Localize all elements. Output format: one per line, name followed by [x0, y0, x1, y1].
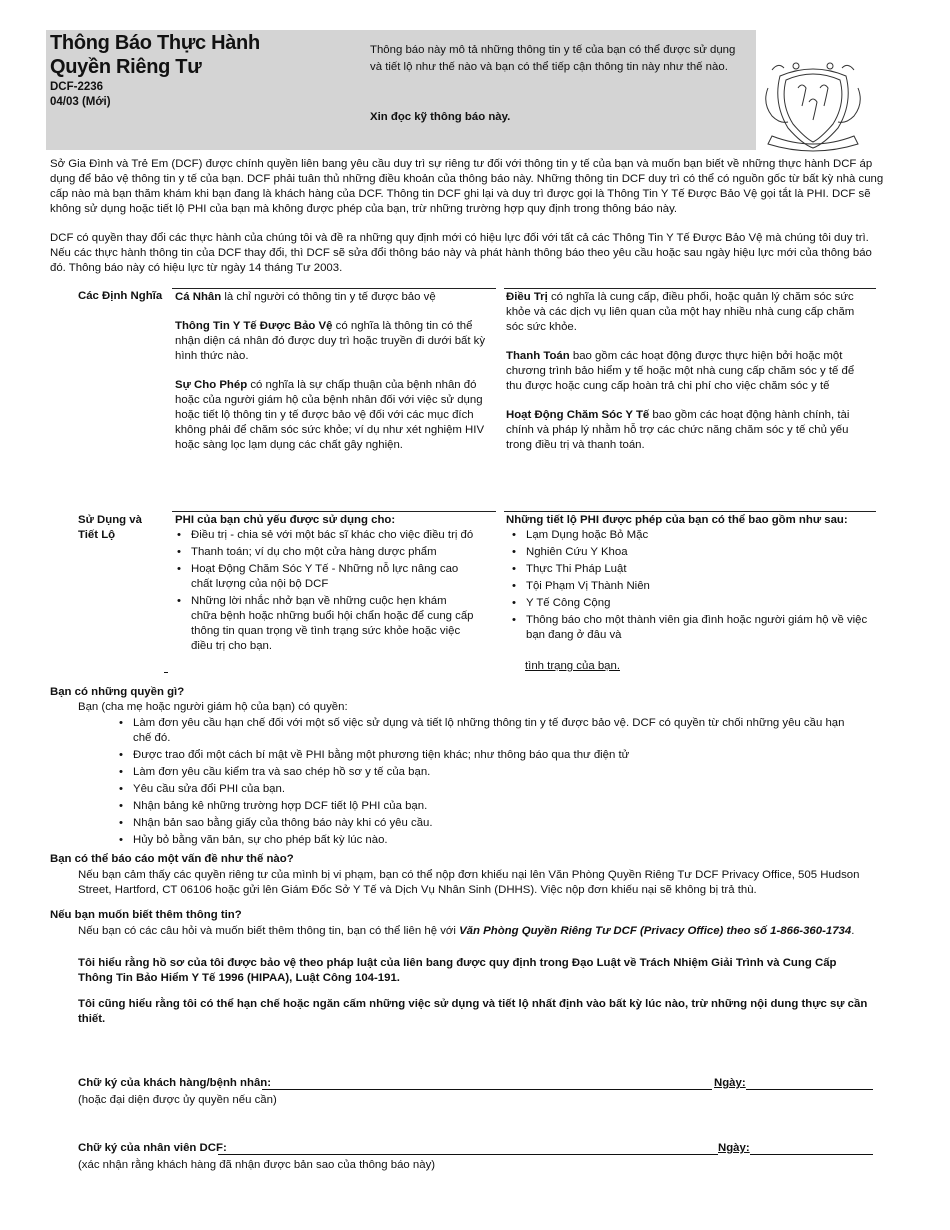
- rights-list: [133, 716, 853, 850]
- staff-signature-field[interactable]: [218, 1154, 718, 1155]
- more-info-text: Nếu bạn có các câu hỏi và muốn biết thêm thông tin, bạn có thể liên hệ với Văn Phòng Quyền Riêng Tư DCF (Privacy Office) theo số 1-866-360-1734.: [78, 925, 855, 937]
- staff-date-label: Ngày:: [718, 1142, 750, 1154]
- use-left-heading: PHI của bạn chủ yếu được sử dụng cho:: [175, 514, 396, 526]
- staff-signature-note: (xác nhận rằng khách hàng đã nhận được bản sao của thông báo này): [78, 1159, 436, 1171]
- client-signature-label: Chữ ký của khách hàng/bệnh nhân:: [78, 1077, 272, 1089]
- use-disclosure-label: Sử Dụng và Tiết Lộ: [78, 514, 142, 541]
- definitions-left-column: Cá Nhân là chỉ người có thông tin y tế được bảo vệ Thông Tin Y Tế Được Bảo Vệ có nghĩa là thông tin có thể nhận diện cá nhân đó được duy trì hoặc truyền đi dưới bất kỳ hình thức nào. Sự Cho Phép có nghĩa là sự chấp thuận của bệnh nhân đó hoặc của người giám hộ của bệnh nhân đối với việc sử dụng hoặc tiết lộ thông tin y tế được bảo vệ đối với các mục đích không phải để chăm sóc sức khỏe; ví dụ như xét nghiệm HIV hoặc sàng lọc lạm dụng các chất gây nghiện.: [175, 291, 486, 451]
- definitions-rule-left: [172, 288, 496, 289]
- list-item: • Làm đơn yêu cầu hạn chế đối với một số việc sử dụng và tiết lộ những thông tin y tế được bảo vệ. DCF có quyền từ chối những yêu cầu hạn chế đó.: [133, 716, 853, 746]
- more-info-heading: Nếu bạn muốn biết thêm thông tin?: [50, 909, 242, 921]
- intro-paragraph-2: DCF có quyền thay đổi các thực hành của chúng tôi và đề ra những quy định mới có hiệu lực đối với tất cả các Thông Tin Y Tế Được Bảo Vệ mà chúng tôi duy trì. Nếu các thực hành thông tin của DCF thay đổi, thì DCF sẽ sửa đổi thông báo này và phát hành thông báo theo yêu cầu hoặc sau ngày hiệu lực mới của thông báo đó. Thông báo này có hiệu lực từ ngày 14 tháng Tư 2003.: [50, 232, 872, 274]
- rights-heading: Bạn có những quyền gì?: [50, 686, 185, 698]
- acknowledgement-2: Tôi cũng hiểu rằng tôi có thể hạn chế hoặc ngăn cấm những việc sử dụng và tiết lộ nhất định vào bất kỳ lúc nào, trừ những nội dung thực sự cần thiết.: [78, 998, 868, 1025]
- list-item: • Yêu cầu sửa đổi PHI của bạn.: [133, 782, 853, 797]
- list-item: • Tội Phạm Vị Thành Niên: [526, 579, 872, 594]
- report-text: Nếu bạn cảm thấy các quyền riêng tư của mình bị vi phạm, bạn có thể nộp đơn khiếu nại lên Văn Phòng Quyền Riêng Tư DCF Privacy Office, 505 Hudson Street, Hartford, CT 06106 hoặc gửi lên Giám Đốc Sở Y Tế và Dịch Vụ Nhân Sinh (DHHS). Việc nộp đơn khiếu nại sẽ không bị trả thù.: [78, 869, 860, 896]
- definitions-rule-right: [504, 288, 876, 289]
- list-item: • Những lời nhắc nhở bạn về những cuộc hẹn khám chữa bệnh hoặc những buổi hội chẩn hoặc để cung cấp thông tin quan trọng về tình trạng sức khỏe hoặc việc điều trị cho bạn.: [191, 594, 475, 654]
- use-rule-left: [172, 511, 496, 512]
- list-item: • Làm đơn yêu cầu kiểm tra và sao chép hồ sơ y tế của bạn.: [133, 765, 853, 780]
- list-item: • Nghiên Cứu Y Khoa: [526, 545, 872, 560]
- list-item: • Thực Thi Pháp Luật: [526, 562, 872, 577]
- client-signature-field[interactable]: [262, 1089, 712, 1090]
- list-item: • Nhận bản sao bằng giấy của thông báo này khi có yêu cầu.: [133, 816, 853, 831]
- form-code: DCF-2236: [50, 81, 104, 93]
- use-rule-right: [504, 511, 876, 512]
- use-right-column: [506, 513, 872, 645]
- definitions-label: Các Định Nghĩa: [78, 290, 163, 302]
- list-item: • Điều trị - chia sẻ với một bác sĩ khác cho việc điều trị đó: [191, 528, 475, 543]
- state-seal-icon: [758, 58, 868, 154]
- list-item: • Được trao đổi một cách bí mật về PHI bằng một phương tiện khác; như thông báo qua thư điện tử: [133, 748, 853, 763]
- stray-mark: [164, 672, 168, 673]
- report-heading: Bạn có thể báo cáo một vấn đề như thế nào?: [50, 853, 294, 865]
- read-notice: Xin đọc kỹ thông báo này.: [370, 111, 511, 123]
- client-date-label: Ngày:: [714, 1077, 746, 1089]
- list-item: • Y Tế Công Cộng: [526, 596, 872, 611]
- client-date-field[interactable]: [746, 1089, 873, 1090]
- staff-date-field[interactable]: [750, 1154, 873, 1155]
- use-right-heading: Những tiết lộ PHI được phép của bạn có thể bao gồm như sau:: [506, 514, 848, 526]
- use-left-column: [175, 513, 475, 656]
- list-item: • Lạm Dụng hoặc Bỏ Mặc: [526, 528, 872, 543]
- client-signature-note: (hoặc đại diện được ủy quyền nếu cần): [78, 1094, 277, 1106]
- page-title: Thông Báo Thực Hành Quyền Riêng Tư: [50, 32, 260, 78]
- list-item: • Nhận bảng kê những trường hợp DCF tiết lộ PHI của bạn.: [133, 799, 853, 814]
- list-item: • Hoạt Động Chăm Sóc Y Tế - Những nỗ lực nâng cao chất lượng của nội bộ DCF: [191, 562, 475, 592]
- staff-signature-label: Chữ ký của nhân viên DCF:: [78, 1142, 227, 1154]
- form-date: 04/03 (Mới): [50, 96, 111, 108]
- header-description: Thông báo này mô tả những thông tin y tế của bạn có thể được sử dụng và tiết lộ như thế nào và bạn có thể tiếp cận thông tin này như thế nào.: [370, 44, 736, 73]
- rights-intro: Bạn (cha mẹ hoặc người giám hộ của bạn) có quyền:: [78, 701, 348, 713]
- acknowledgement-1: Tôi hiểu rằng hồ sơ của tôi được bảo vệ theo pháp luật của liên bang được quy định trong Đạo Luật về Trách Nhiệm Giải Trình và Cung Cấp Thông Tin Bảo Hiểm Y Tế 1996 (HIPAA), Luật Công 104-191.: [78, 957, 837, 984]
- definitions-right-column: Điều Trị có nghĩa là cung cấp, điều phối, hoặc quản lý chăm sóc sức khỏe và các dịch vụ liên quan của một hay nhiều nhà cung cấp chăm sóc sức khỏe. Thanh Toán bao gồm các hoạt động được thực hiện bởi hoặc một chương trình bảo hiểm y tế hoặc một nhà cung cấp chăm sóc y tế để thu được hoặc cung cấp hoàn trả chi phí cho việc chăm sóc y tế Hoạt Động Chăm Sóc Y Tế bao gồm các hoạt động hành chính, tài chính và pháp lý nhằm hỗ trợ các chức năng chăm sóc y tế chủ yếu trong điều trị và thanh toán.: [506, 291, 855, 451]
- list-item: • Thông báo cho một thành viên gia đình hoặc người giám hộ về việc bạn đang ở đâu và: [526, 613, 872, 643]
- intro-paragraph-1: Sở Gia Đình và Trẻ Em (DCF) được chính quyền liên bang yêu cầu duy trì sự riêng tư đối với thông tin y tế của bạn và muốn bạn biết về những thực hành DCF áp dụng để bảo vệ thông tin y tế của bạn. DCF phải tuân thủ những điều khoản của thông báo này. Những thông tin DCF duy trì có thể có nguồn gốc từ bất kỳ nhà cung cấp nào mà bạn thăm khám khi bạn đang là khách hàng của DCF. Thông tin DCF ghi lại và duy trì được gọi là Thông Tin Y Tế Được Bảo Vệ gọi tắt là PHI. DCF sẽ không sử dụng hoặc tiết lộ PHI của bạn mà không được phép của bạn, trừ những trường hợp quy định trong thông báo này.: [50, 158, 884, 215]
- list-item: • Hủy bỏ bằng văn bản, sự cho phép bất kỳ lúc nào.: [133, 833, 853, 848]
- use-right-tail: tình trạng của bạn.: [525, 660, 620, 672]
- list-item: • Thanh toán; ví dụ cho một cửa hàng dược phẩm: [191, 545, 475, 560]
